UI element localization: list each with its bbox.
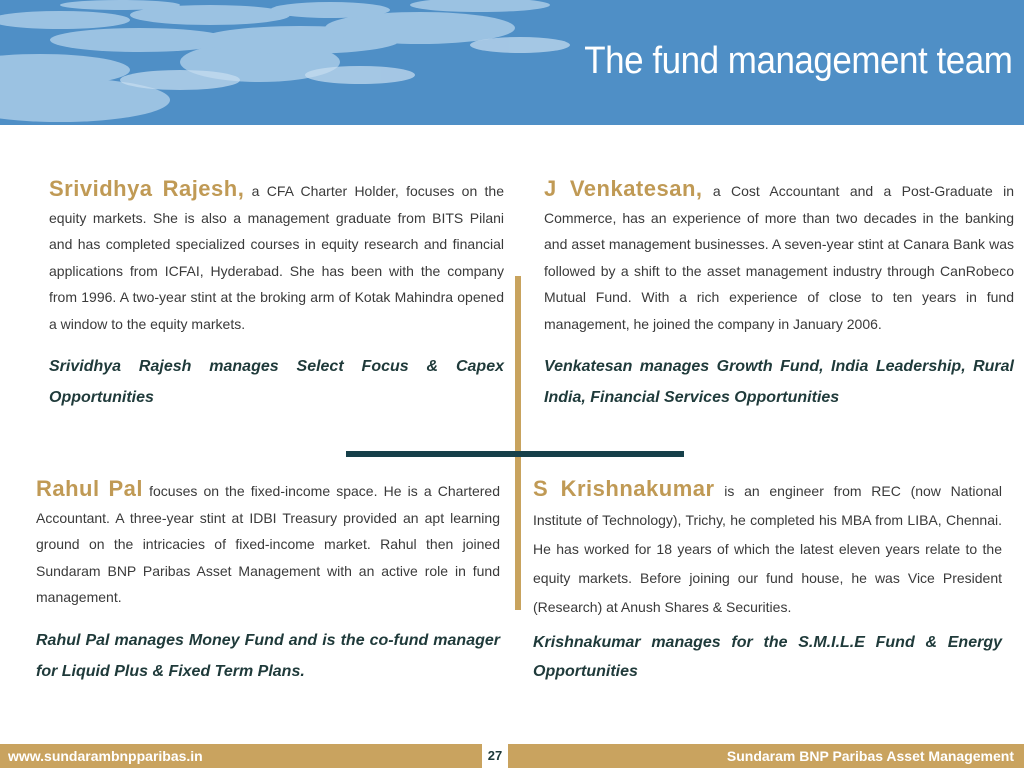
manager-bio: a CFA Charter Holder, focuses on the equity markets. She is also a management graduate from BITS Pilani and has completed specialized courses in equity research and financial applications from ICFAI, Hyderabad. She has been with the company from 1996. A two-year stint at the broking arm of Kotak Mahindra opened a window to the equity markets. — [49, 183, 504, 332]
company-name: Sundaram BNP Paribas Asset Management — [726, 748, 1014, 764]
manager-name: J Venkatesan, — [544, 176, 703, 201]
footer-bar — [0, 744, 1024, 768]
manager-summary: Srividhya Rajesh manages Select Focus & Capex Opportunities — [49, 358, 504, 406]
vertical-divider — [515, 276, 521, 610]
page-number: 27 — [482, 744, 508, 768]
manager-card-venkatesan — [544, 176, 1014, 413]
manager-card-rahul — [36, 476, 500, 687]
manager-bio: is an engineer from REC (now National Institute of Technology), Trichy, he completed his MBA from LIBA, Chennai. He has worked for 18 years of which the latest eleven years relate to the equity markets. Before joining our fund house, he was Vice President (Research) at Anush Shares & Securities. — [533, 483, 1002, 615]
horizontal-divider — [346, 451, 684, 457]
manager-card-krishnakumar — [533, 474, 1002, 686]
header-banner — [0, 0, 1024, 125]
website-link[interactable]: www.sundarambnpparibas.in — [8, 748, 203, 764]
manager-card-srividhya — [49, 176, 504, 413]
manager-summary: Krishnakumar manages for the S.M.I.L.E Fund & Energy Opportunities — [533, 634, 1002, 680]
manager-summary: Venkatesan manages Growth Fund, India Leadership, Rural India, Financial Services Opportunities — [544, 358, 1014, 406]
page-title: The fund management team — [583, 40, 1012, 82]
manager-bio: focuses on the fixed-income space. He is a Chartered Accountant. A three-year stint at IDBI Treasury provided an apt learning ground on the intricacies of fixed-income market. Rahul then joined Sundaram BNP Paribas Asset Management with an active role in fund management. — [36, 483, 501, 605]
manager-summary: Rahul Pal manages Money Fund and is the co-fund manager for Liquid Plus & Fixed Term Plans. — [36, 631, 500, 680]
manager-name: Rahul Pal — [36, 476, 143, 501]
manager-name: S Krishnakumar — [533, 476, 715, 501]
manager-name: Srividhya Rajesh, — [49, 176, 245, 201]
manager-bio: a Cost Accountant and a Post-Graduate in Commerce, has an experience of more than two decades in the banking and asset management businesses. A seven-year stint at Canara Bank was followed by a shift to the asset management industry through CanRobeco Mutual Fund. With a rich experience of close to ten years in fund management, he joined the company in January 2006. — [544, 183, 1014, 332]
